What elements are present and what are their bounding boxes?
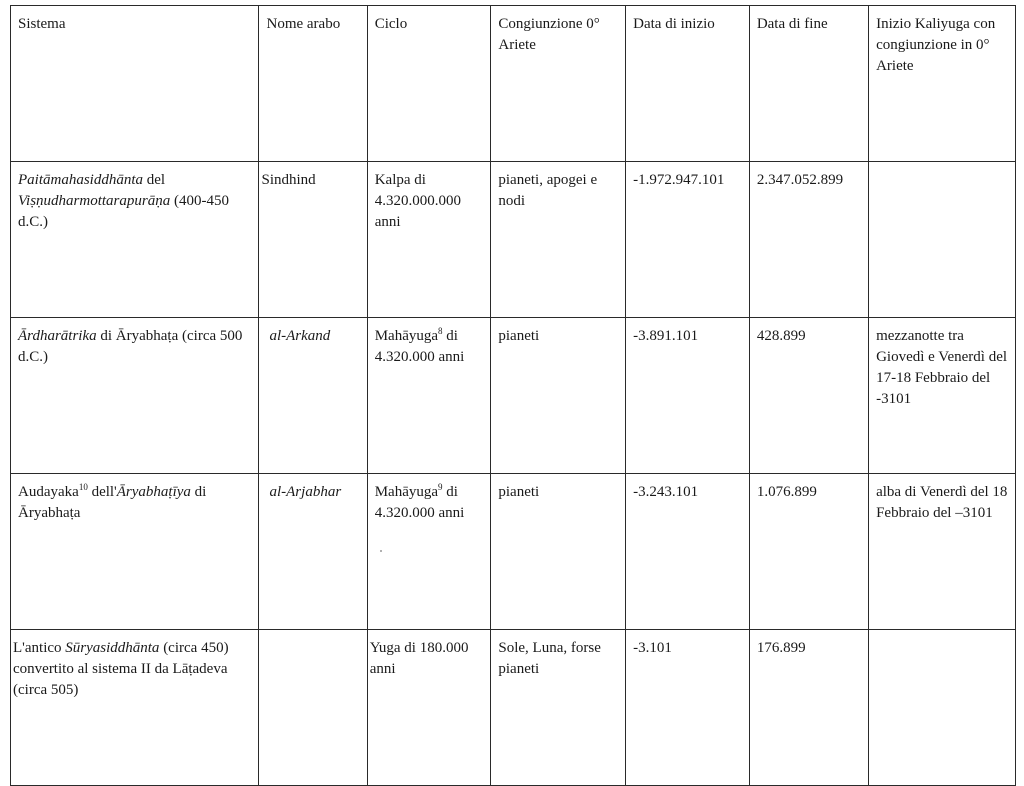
cell-inizio-kaliyuga: alba di Venerdì del 18 Febbraio del –3101 xyxy=(869,474,1016,630)
header-ciclo: Ciclo xyxy=(367,6,491,162)
nome-arabo-italic: al-Arkand xyxy=(269,328,331,344)
cell-nome-arabo xyxy=(259,630,367,786)
sistema-pre: L'antico xyxy=(13,640,66,656)
table-row xyxy=(11,162,1016,318)
table-row xyxy=(11,474,1016,630)
cell-data-inizio: -3.243.101 xyxy=(626,474,750,630)
table-row xyxy=(11,630,1016,786)
header-data-fine: Data di fine xyxy=(749,6,868,162)
cell-data-fine: 176.899 xyxy=(749,630,868,786)
footnote-ref: 10 xyxy=(78,482,88,492)
sistema-mid: del xyxy=(143,172,166,188)
header-inizio-kaliyuga: Inizio Kaliyuga con congiunzione in 0° Ariete xyxy=(869,6,1016,162)
ciclo-pre: Mahāyuga xyxy=(374,328,439,344)
nome-arabo-italic: al-Arjabhar xyxy=(269,484,342,500)
sistema-italic-2: Viṣṇudharmottarapurāṇa xyxy=(18,193,171,209)
sistema-rest: di Āryabhaṭa (circa 500 d.C.) xyxy=(18,328,243,365)
footnote-ref: 8 xyxy=(438,326,443,336)
sistema-italic: Ārdharātrika xyxy=(18,328,97,344)
cell-ciclo xyxy=(367,318,491,474)
sistema-italic: Sūryasiddhānta xyxy=(65,640,160,656)
cell-data-fine: 2.347.052.899 xyxy=(749,162,868,318)
cell-data-inizio: -3.101 xyxy=(626,630,750,786)
footnote-ref: 9 xyxy=(438,482,443,492)
systems-table xyxy=(10,5,1016,786)
cell-data-inizio: -3.891.101 xyxy=(626,318,750,474)
cell-inizio-kaliyuga xyxy=(869,630,1016,786)
cell-ciclo xyxy=(367,474,491,630)
ciclo-post: di 4.320.000 anni xyxy=(374,328,465,365)
cell-sistema xyxy=(11,474,259,630)
cell-ciclo: Kalpa di 4.320.000.000 anni xyxy=(367,162,491,318)
scan-speck xyxy=(380,550,382,552)
cell-data-inizio: -1.972.947.101 xyxy=(626,162,750,318)
sistema-pre: Audayaka xyxy=(18,484,79,500)
table-row xyxy=(11,318,1016,474)
table-header-row xyxy=(11,6,1016,162)
cell-inizio-kaliyuga xyxy=(869,162,1016,318)
cell-data-fine: 428.899 xyxy=(749,318,868,474)
sistema-mid: dell' xyxy=(87,484,117,500)
cell-congiunzione: Sole, Luna, forse pianeti xyxy=(491,630,626,786)
document-page xyxy=(10,5,1016,775)
ciclo-post: di 4.320.000 anni xyxy=(374,484,465,521)
sistema-italic: Āryabhaṭīya xyxy=(116,484,191,500)
header-congiunzione: Congiunzione 0° Ariete xyxy=(491,6,626,162)
cell-nome-arabo xyxy=(259,318,367,474)
sistema-rest: di Āryabhaṭa xyxy=(18,484,207,521)
cell-sistema xyxy=(11,630,259,786)
header-nome-arabo: Nome arabo xyxy=(259,6,367,162)
cell-nome-arabo: Sindhind xyxy=(259,162,367,318)
cell-congiunzione: pianeti xyxy=(491,318,626,474)
ciclo-pre: Mahāyuga xyxy=(374,484,439,500)
sistema-rest: (circa 450) convertito al sistema II da Lāṭadeva (circa 505) xyxy=(13,640,229,698)
header-sistema: Sistema xyxy=(11,6,259,162)
sistema-rest: (400-450 d.C.) xyxy=(18,193,229,230)
cell-data-fine: 1.076.899 xyxy=(749,474,868,630)
sistema-italic: Paitāmahasiddhānta xyxy=(18,172,144,188)
cell-congiunzione: pianeti xyxy=(491,474,626,630)
cell-sistema xyxy=(11,162,259,318)
cell-congiunzione: pianeti, apogei e nodi xyxy=(491,162,626,318)
header-data-inizio: Data di inizio xyxy=(626,6,750,162)
cell-nome-arabo xyxy=(259,474,367,630)
cell-sistema xyxy=(11,318,259,474)
cell-inizio-kaliyuga: mezzanotte tra Giovedì e Venerdì del 17-18 Febbraio del -3101 xyxy=(869,318,1016,474)
cell-ciclo: Yuga di 180.000 anni xyxy=(367,630,491,786)
